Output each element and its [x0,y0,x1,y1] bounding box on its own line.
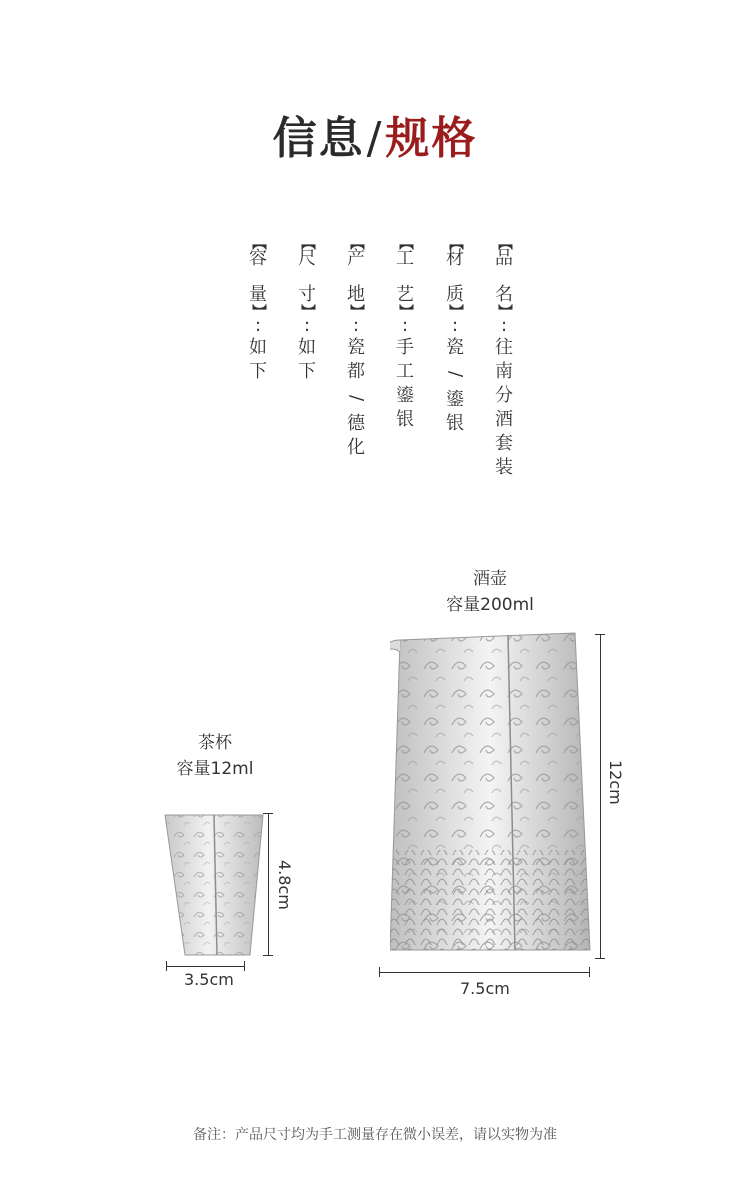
bracket-close: 】 [496,304,512,318]
page-title [0,102,750,166]
pitcher-height-line [600,634,601,958]
spec-label: 产 地 [347,248,365,305]
spec-value: 瓷 / 鎏 银 [444,337,466,434]
pitcher-capacity: 容量200ml [446,595,534,615]
cup-height-tick-bottom [263,955,273,956]
bracket-close: 】 [299,304,315,318]
bracket-close: 】 [348,304,364,318]
bracket-open: 【 [250,236,266,250]
cup-capacity: 容量12ml [176,759,254,779]
spec-label: 工 艺 [396,248,414,305]
spec-label: 品 名 [495,248,513,305]
colon: : [451,315,459,336]
cup-width-line [166,966,244,967]
spec-column [244,238,272,384]
cup-name: 茶杯 [198,733,232,753]
footer-note: 备注：产品尺寸均为手工测量存在微小误差，请以实物为准 [193,1127,557,1143]
pitcher-height-tick-top [595,634,605,635]
title-specs: 规格 [385,113,478,164]
cup-height-tick-top [263,813,273,814]
title-info: 信息 [272,113,365,164]
cup-label [160,730,270,782]
colon: : [303,315,311,336]
colon: : [500,315,508,336]
cup-image [150,805,280,965]
spec-value: 如 下 [298,337,316,382]
spec-value: 如 下 [249,337,267,382]
spec-label: 尺 寸 [298,248,316,305]
bracket-close: 】 [397,304,413,318]
cup-height-line [268,813,269,955]
spec-value: 手 工 鎏 银 [396,337,414,430]
pitcher-name: 酒壶 [473,569,507,589]
bracket-open: 【 [299,236,315,250]
pitcher-image [390,625,610,970]
pitcher-height-tick-bottom [595,958,605,959]
spec-column [391,238,419,432]
bracket-close: 】 [447,304,463,318]
colon: : [352,315,360,336]
bracket-open: 【 [447,236,463,250]
spec-label: 容 量 [249,248,267,305]
colon: : [254,315,262,336]
spec-column [342,238,370,460]
pitcher-height-label: 12cm [606,760,625,805]
pitcher-width-tick-left [379,967,380,977]
bracket-close: 】 [250,304,266,318]
title-separator: / [366,113,384,164]
cup-width-label: 3.5cm [184,970,234,989]
bracket-open: 【 [397,236,413,250]
bracket-open: 【 [496,236,512,250]
spec-column [293,238,321,384]
pitcher-width-label: 7.5cm [460,979,510,998]
cup-width-tick-left [166,961,167,971]
pitcher-width-line [379,972,589,973]
spec-column [441,238,469,436]
spec-value: 瓷 都 / 德 化 [345,337,367,458]
pitcher-width-tick-right [589,967,590,977]
cup-height-label: 4.8cm [275,860,294,910]
cup-width-tick-right [244,961,245,971]
colon: : [401,315,409,336]
pitcher-label [430,566,550,618]
spec-label: 材 质 [446,248,464,305]
bracket-open: 【 [348,236,364,250]
spec-column [490,238,518,480]
spec-value: 往 南 分 酒 套 装 [495,337,513,478]
